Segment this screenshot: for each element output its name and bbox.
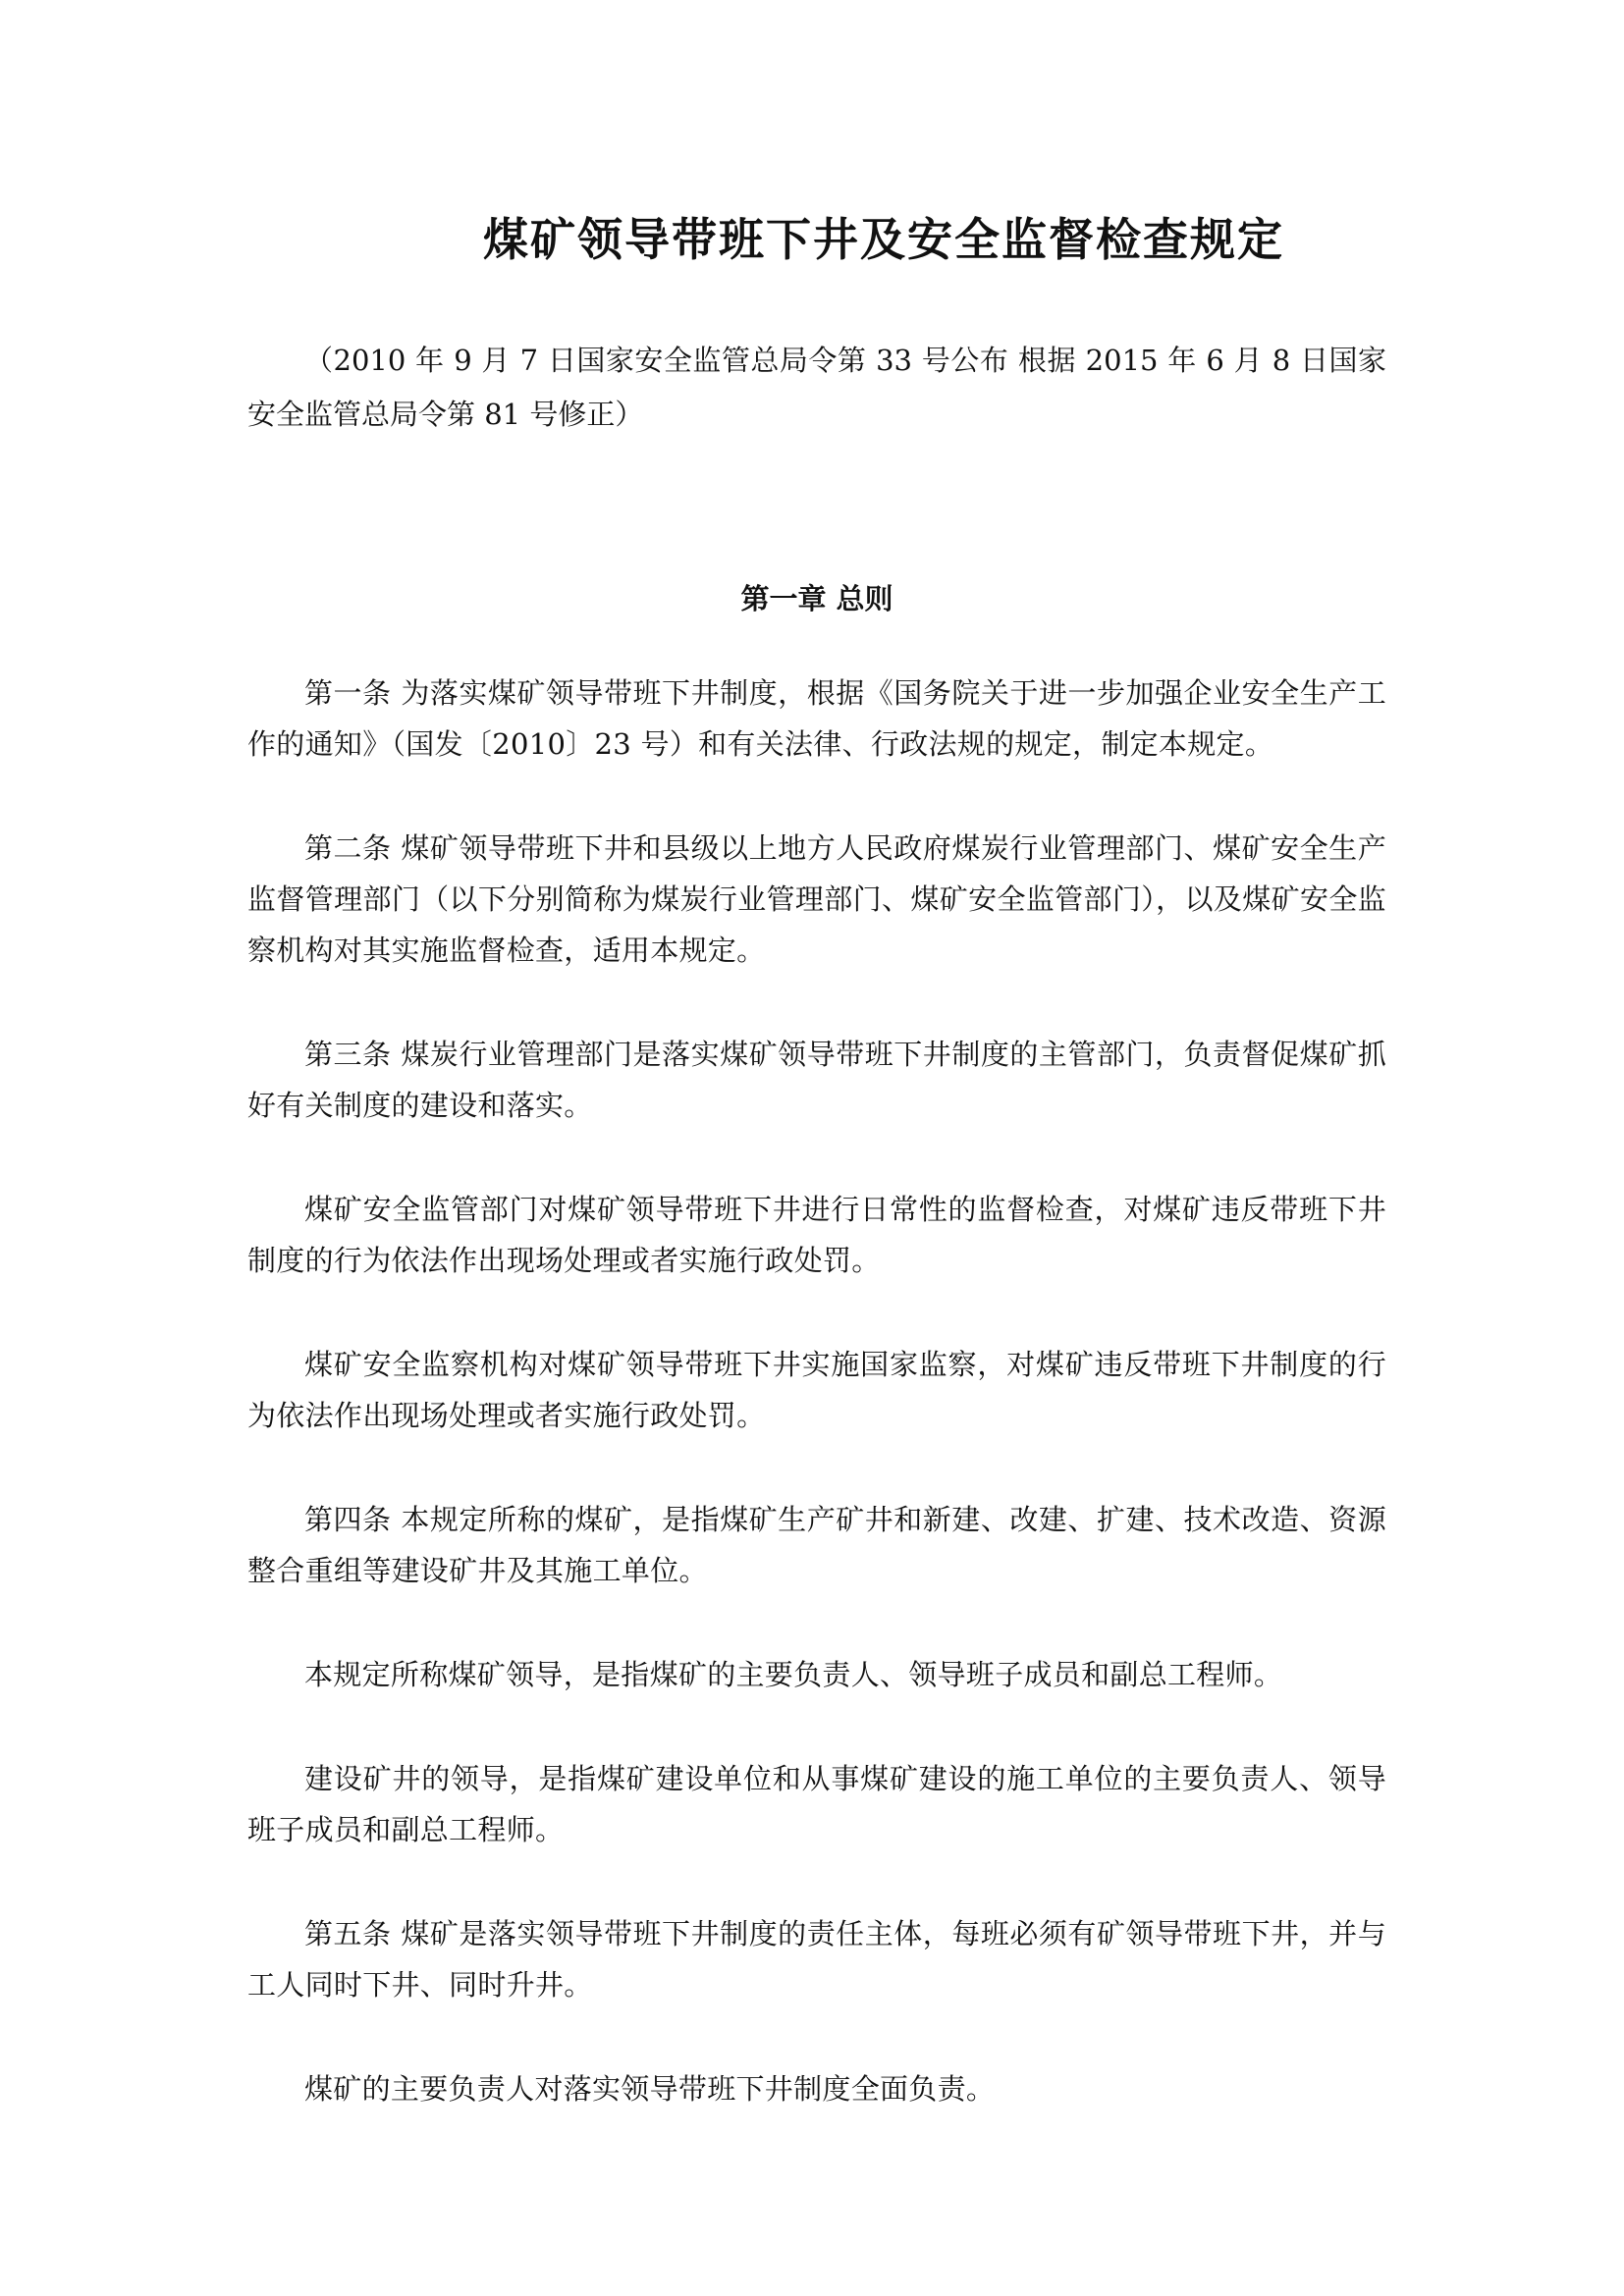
document-body (247, 667, 1386, 2167)
paragraph-article-1: 第一条 为落实煤矿领导带班下井制度，根据《国务院关于进一步加强企业安全生产工作的通知》（国发〔2010〕23 号）和有关法律、行政法规的规定，制定本规定。 (247, 676, 1386, 761)
paragraph-article-3-supervision: 煤矿安全监管部门对煤矿领导带班下井进行日常性的监督检查，对煤矿违反带班下井制度的行为依法作出现场处理或者实施行政处罚。 (247, 1193, 1386, 1277)
chapter-title: 第一章 总则 (740, 582, 893, 615)
paragraph-article-5: 第五条 煤矿是落实领导带班下井制度的责任主体，每班必须有矿领导带班下井，并与工人同时下井、同时升井。 (247, 1917, 1386, 2002)
paragraph-article-5-responsibility: 煤矿的主要负责人对落实领导带班下井制度全面负责。 (304, 2072, 996, 2106)
paragraph-article-4-construction: 建设矿井的领导，是指煤矿建设单位和从事煤矿建设的施工单位的主要负责人、领导班子成员和副总工程师。 (247, 1762, 1386, 1846)
paragraph-article-2: 第二条 煤矿领导带班下井和县级以上地方人民政府煤炭行业管理部门、煤矿安全生产监督管理部门（以下分别简称为煤炭行业管理部门、煤矿安全监管部门），以及煤矿安全监察机构对其实施监督检查，适用本规定。 (247, 831, 1386, 967)
document-title: 煤矿领导带班下井及安全监督检查规定 (483, 213, 1284, 266)
paragraph-article-4: 第四条 本规定所称的煤矿，是指煤矿生产矿井和新建、改建、扩建、技术改造、资源整合重组等建设矿井及其施工单位。 (247, 1503, 1386, 1587)
document-subtitle: （2010 年 9 月 7 日国家安全监管总局令第 33 号公布 根据 2015 年 6 月 8 日国家安全监管总局令第 81 号修正） (247, 344, 1386, 431)
paragraph-article-3: 第三条 煤炭行业管理部门是落实煤矿领导带班下井制度的主管部门，负责督促煤矿抓好有关制度的建设和落实。 (247, 1038, 1386, 1122)
paragraph-article-3-inspection: 煤矿安全监察机构对煤矿领导带班下井实施国家监察，对煤矿违反带班下井制度的行为依法作出现场处理或者实施行政处罚。 (247, 1348, 1386, 1432)
paragraph-article-4-leaders: 本规定所称煤矿领导，是指煤矿的主要负责人、领导班子成员和副总工程师。 (304, 1658, 1283, 1691)
